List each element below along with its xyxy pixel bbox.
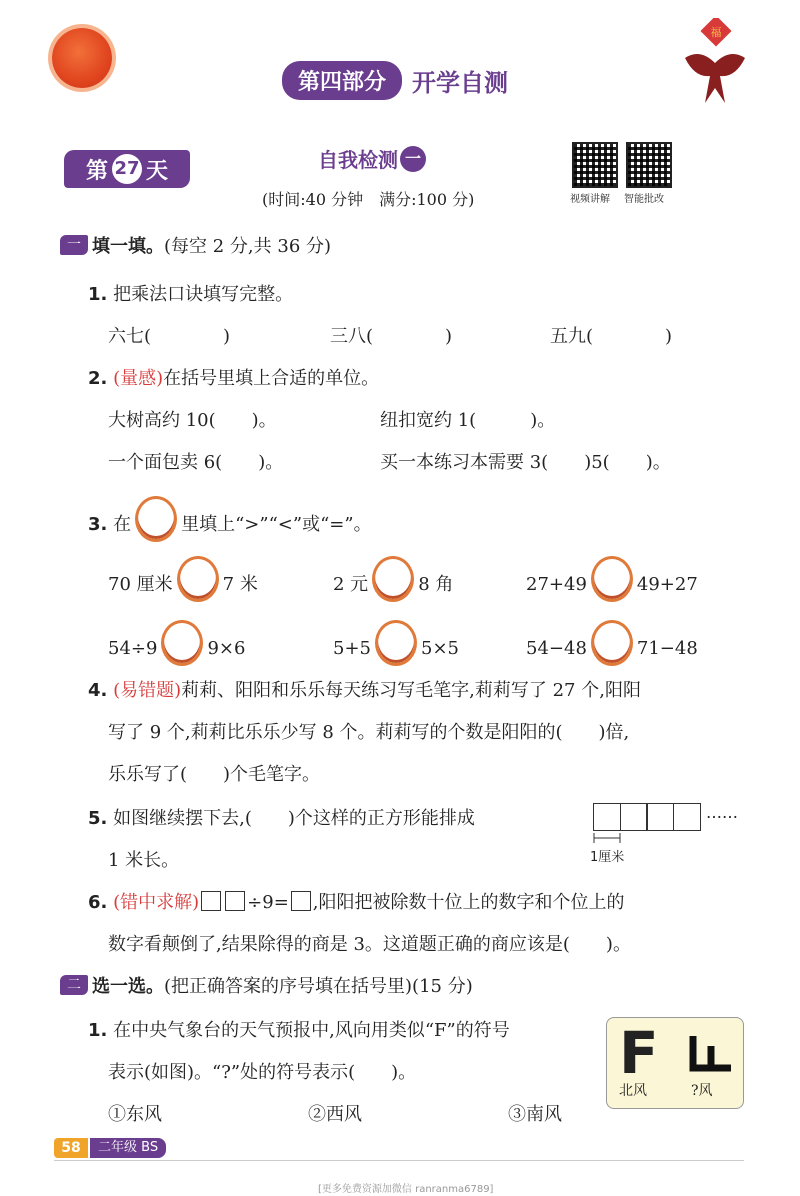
question-6	[88, 888, 625, 914]
question-text: 在括号里填上合适的单位。	[163, 368, 380, 389]
question-number: 6.	[88, 892, 108, 913]
test-title	[318, 144, 426, 173]
option-b[interactable]: ②西风	[308, 1104, 362, 1125]
watermark: [更多免费资源加微信 ranranma6789]	[318, 1184, 494, 1195]
qr-code-icon[interactable]	[626, 142, 672, 188]
question-1	[88, 1016, 510, 1042]
question-3	[88, 496, 372, 542]
compare-circle-icon	[135, 496, 177, 542]
question-text: 写了 9 个,莉莉比乐乐少写 8 个。莉莉写的个数是阳阳的( )倍,	[108, 722, 630, 743]
fortune-knot-decoration	[675, 18, 755, 108]
compare-left: 5+5	[333, 638, 371, 659]
compare-item	[526, 620, 698, 666]
day-suffix: 天	[146, 158, 169, 184]
question-tag: (易错题)	[113, 680, 182, 701]
section-2-heading	[60, 972, 473, 998]
compare-item	[526, 556, 698, 602]
test-number: 一	[400, 146, 426, 172]
compare-item	[333, 556, 453, 602]
footer-divider	[54, 1160, 744, 1161]
unit-item: 纽扣宽约 1( )。	[380, 410, 556, 431]
square-row-figure	[593, 803, 699, 831]
question-text: 表示(如图)。“?”处的符号表示( )。	[108, 1062, 417, 1083]
question-text: 数字看颠倒了,结果除得的商是 3。这道题正确的商应该是( )。	[108, 934, 631, 955]
option-c[interactable]: ③南风	[508, 1104, 562, 1125]
square	[620, 803, 648, 831]
question-5	[88, 804, 475, 830]
question-text: 在中央气象台的天气预报中,风向用类似“F”的符号	[113, 1020, 510, 1041]
compare-circle-icon[interactable]	[591, 556, 633, 602]
unknown-wind-icon	[685, 1032, 735, 1078]
multiplication-item: 六七( )	[108, 326, 231, 347]
section-note: (每空 2 分,共 36 分)	[164, 236, 332, 257]
unknown-wind-label: ?风	[691, 1083, 713, 1099]
test-title-text: 自我检测	[318, 148, 398, 172]
question-2	[88, 364, 379, 390]
page-number: 58	[54, 1138, 88, 1158]
time-info: (时间:40 分钟 满分:100 分)	[262, 190, 475, 209]
continuation-dots: ……	[706, 803, 738, 822]
part-label: 第四部分	[282, 61, 402, 100]
question-number: 1.	[88, 1020, 108, 1041]
compare-circle-icon[interactable]	[591, 620, 633, 666]
section-note: (把正确答案的序号填在括号里)(15 分)	[164, 976, 473, 997]
question-text: ÷9=	[247, 892, 289, 913]
compare-right: 9×6	[207, 638, 246, 659]
compare-left: 54−48	[526, 638, 587, 659]
compare-circle-icon[interactable]	[372, 556, 414, 602]
digit-box[interactable]	[225, 891, 245, 911]
compare-left: 54÷9	[108, 638, 158, 659]
unit-item: 大树高约 10( )。	[108, 410, 277, 431]
qr-label-grading: 智能批改	[624, 194, 664, 205]
question-tag: (错中求解)	[113, 892, 200, 913]
question-text: 里填上“>”“<”或“=”。	[181, 514, 372, 535]
option-a[interactable]: ①东风	[108, 1104, 162, 1125]
square	[673, 803, 701, 831]
question-text: 1 米长。	[108, 850, 180, 871]
compare-item	[108, 556, 258, 602]
day-prefix: 第	[85, 158, 108, 184]
day-number: 27	[112, 154, 142, 184]
day-badge	[64, 150, 190, 188]
compare-circle-icon[interactable]	[161, 620, 203, 666]
question-text: ,阳阳把被除数十位上的数字和个位上的	[312, 892, 625, 913]
grade-label: 二年级 BS	[90, 1138, 166, 1158]
compare-right: 8 角	[418, 574, 454, 595]
question-number: 5.	[88, 808, 108, 829]
question-text: 在	[113, 514, 132, 535]
part-banner	[282, 62, 508, 98]
square	[593, 803, 621, 831]
section-title: 填一填。	[92, 236, 164, 257]
digit-box[interactable]	[201, 891, 221, 911]
unit-item: 一个面包卖 6( )。	[108, 452, 284, 473]
compare-left: 70 厘米	[108, 574, 173, 595]
compare-circle-icon[interactable]	[375, 620, 417, 666]
question-number: 4.	[88, 680, 108, 701]
square	[646, 803, 674, 831]
north-wind-label: 北风	[619, 1083, 647, 1099]
compare-right: 49+27	[636, 574, 698, 595]
question-number: 3.	[88, 514, 108, 535]
compare-right: 7 米	[222, 574, 258, 595]
compare-circle-icon[interactable]	[177, 556, 219, 602]
multiplication-item: 三八( )	[330, 326, 453, 347]
sun-decoration	[52, 28, 112, 88]
compare-left: 2 元	[333, 574, 369, 595]
wind-letter: F	[619, 1019, 659, 1087]
question-number: 2.	[88, 368, 108, 389]
section-1-heading	[60, 232, 331, 258]
question-text: 乐乐写了( )个毛笔字。	[108, 764, 321, 785]
question-tag: (量感)	[113, 368, 164, 389]
multiplication-item: 五九( )	[550, 326, 673, 347]
qr-label-video: 视频讲解	[570, 194, 610, 205]
question-text: 莉莉、阳阳和乐乐每天练习写毛笔字,莉莉写了 27 个,阳阳	[181, 680, 641, 701]
unit-item: 买一本练习本需要 3( )5( )。	[380, 452, 671, 473]
question-4	[88, 676, 641, 702]
section-icon: 二	[60, 975, 88, 995]
compare-right: 5×5	[421, 638, 459, 659]
question-number: 1.	[88, 284, 108, 305]
question-text: 把乘法口诀填写完整。	[113, 284, 294, 305]
part-title: 开学自测	[412, 68, 509, 97]
question-text: 如图继续摆下去,( )个这样的正方形能排成	[113, 808, 475, 829]
section-title: 选一选。	[92, 976, 164, 997]
question-1	[88, 280, 293, 306]
compare-item	[108, 620, 245, 666]
digit-box[interactable]	[291, 891, 311, 911]
qr-code-icon[interactable]	[572, 142, 618, 188]
wind-symbol-box	[606, 1017, 744, 1109]
svg-text:福: 福	[710, 26, 722, 39]
compare-item	[333, 620, 459, 666]
ruler-mark	[593, 833, 625, 845]
compare-right: 71−48	[636, 638, 698, 659]
compare-left: 27+49	[526, 574, 587, 595]
ruler-label: 1厘米	[590, 850, 625, 865]
section-icon: 一	[60, 235, 88, 255]
